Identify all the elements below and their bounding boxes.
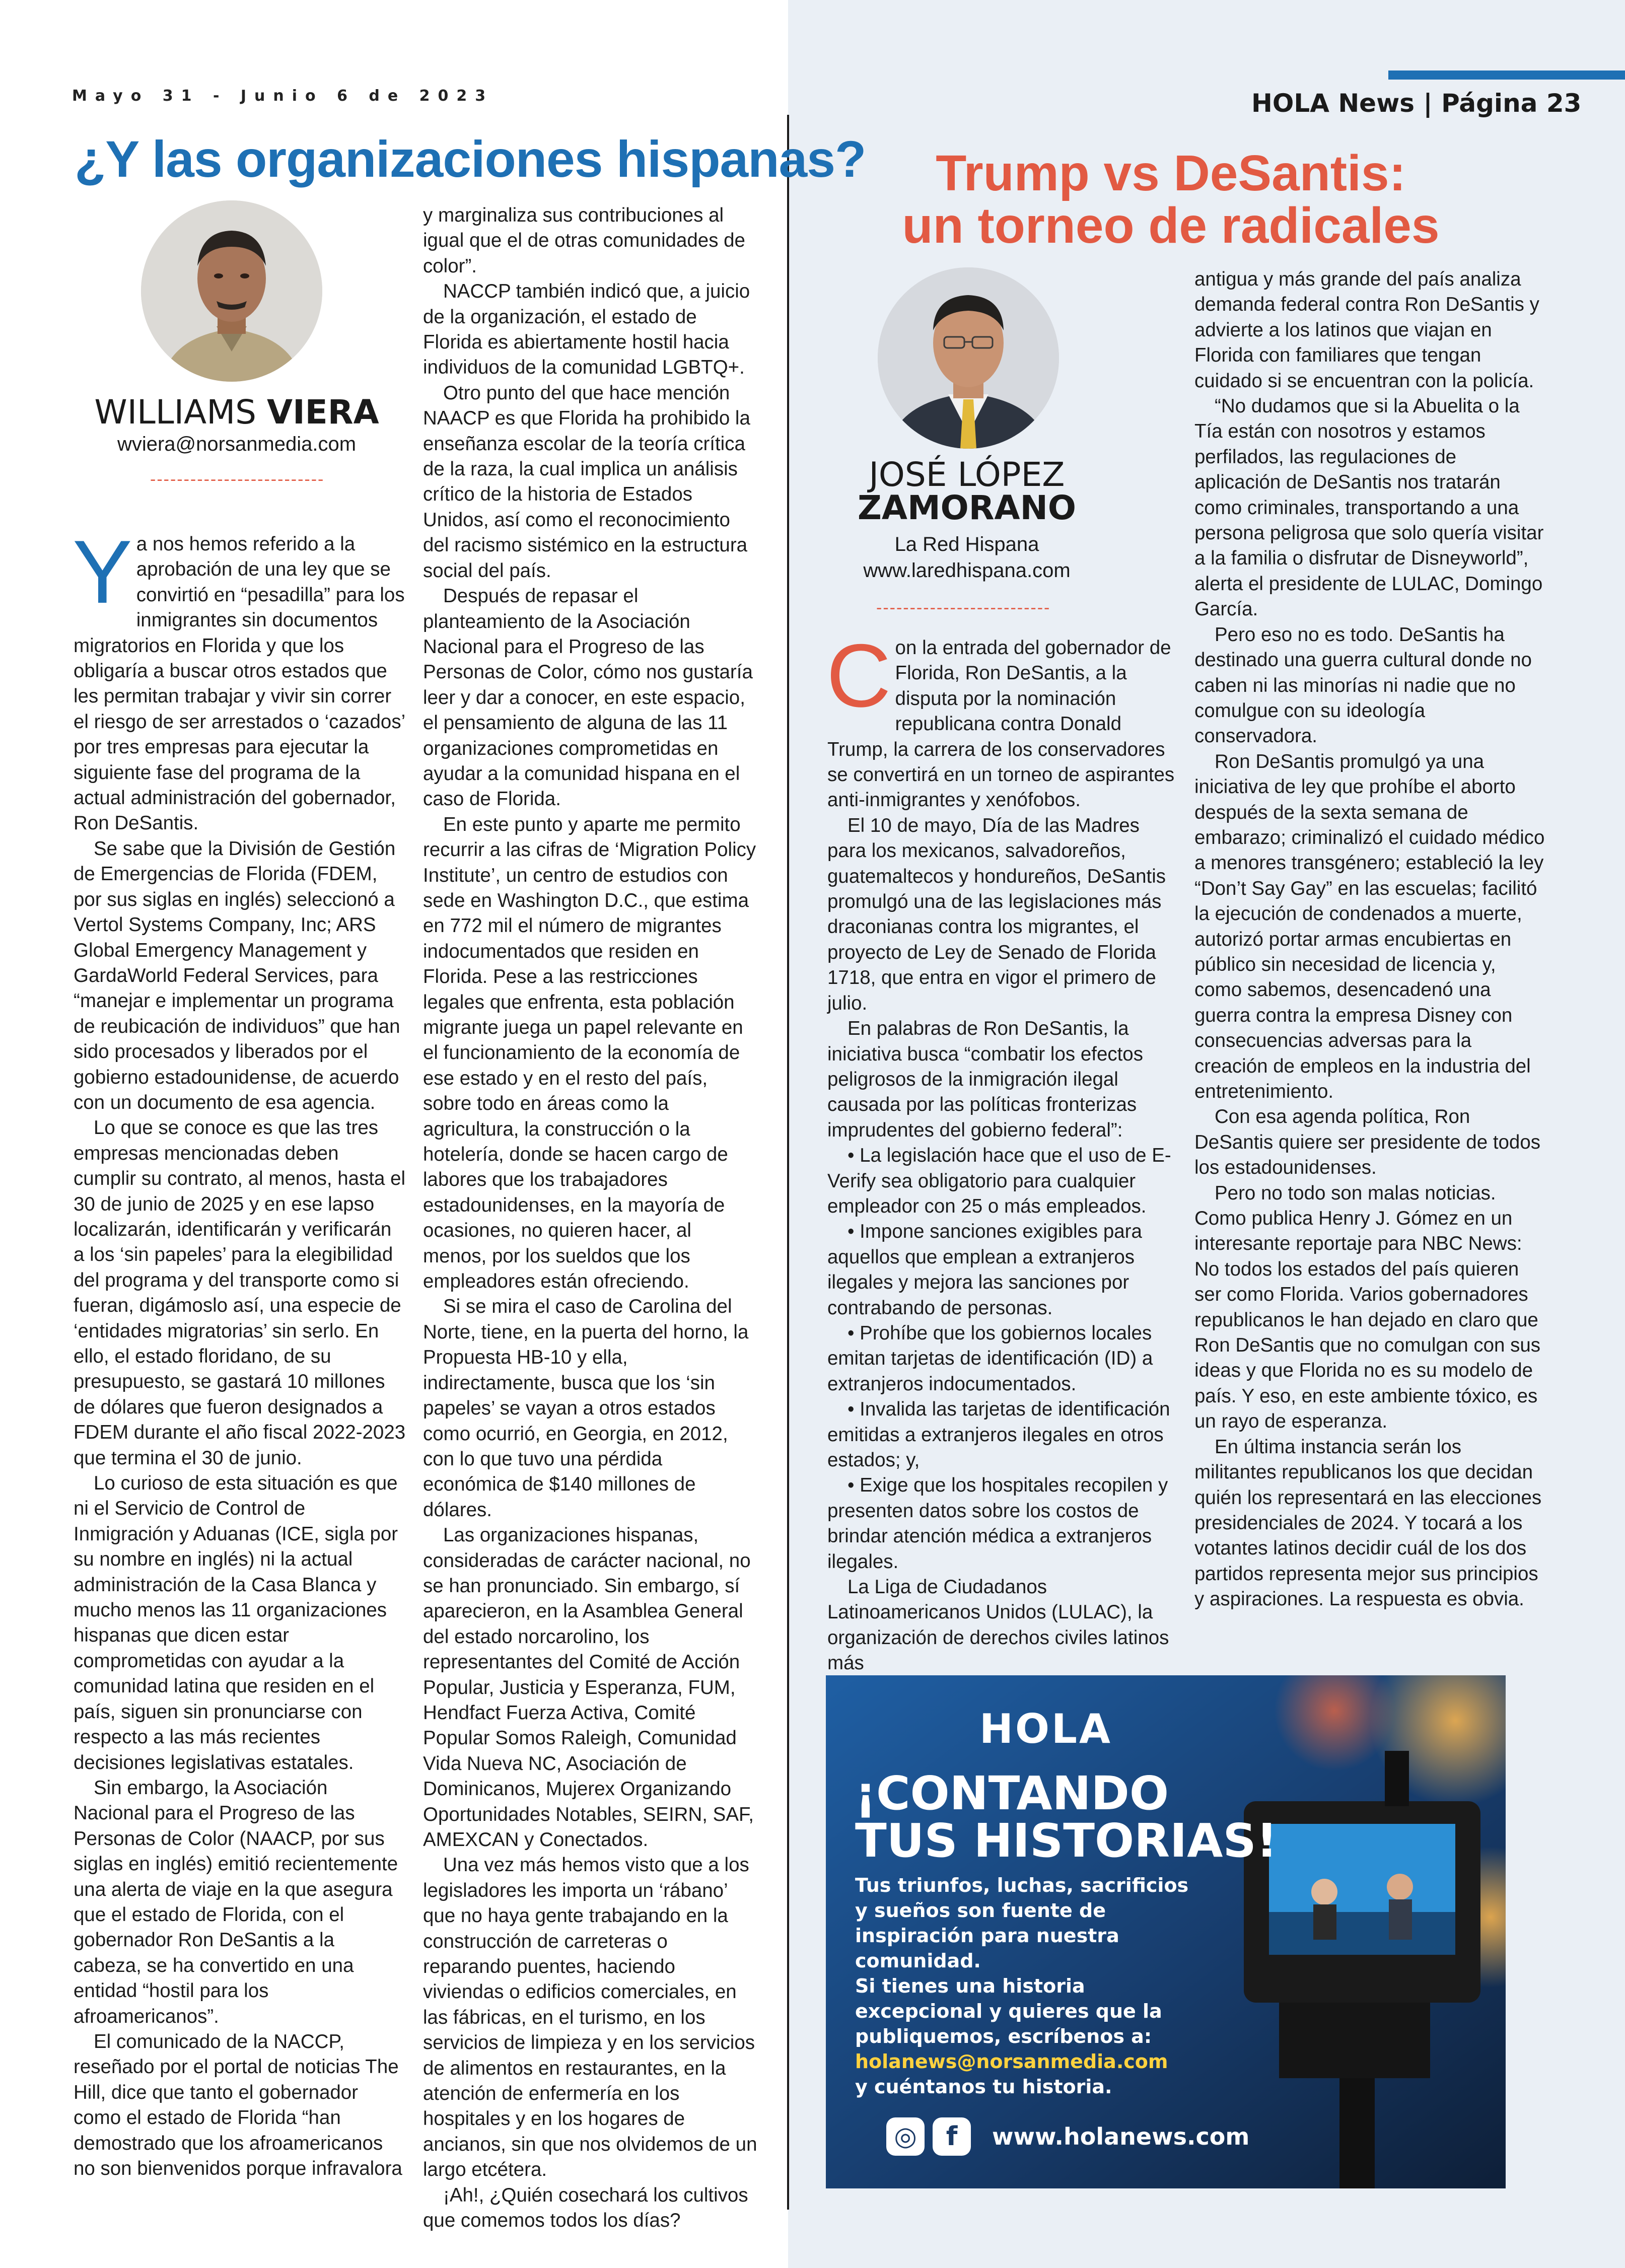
paragraph: ¡Ah!, ¿Quién cosechará los cultivos que comemos todos los días? (423, 2184, 748, 2232)
right-article-title (886, 147, 1455, 252)
author-email: wviera@norsanmedia.com (117, 433, 357, 455)
author-website: www.laredhispana.com (863, 559, 1071, 582)
paragraph: Las organizaciones hispanas, consideradas de carácter nacional, no se han pronunciado. Sin embargo, sí aparecieron, en la Asamblea General del estado norcarolino, los representantes del Comité de Acción Popular, Justicia y Esperanza, FUM, Hendfact Fuerza Activa, Comité Popular Somos Raleigh, Comunidad Vida Nueva NC, Asociación de Dominicanos, Mujerex Organizando Oportunidades Notables, SEIRN, SAF, AMEXCAN y Conectados. (423, 1524, 754, 1851)
paragraph: Ron DeSantis promulgó ya una iniciativa de ley que prohíbe el aborto después de la sexta semana de embarazo; criminalizó el cuidado médico a menores transgénero; estableció la ley “Don’t Say Gay” en las escuelas; facilitó la ejecución de condenados a muerte, autorizó portar armas encubiertas en público sin necesidad de licencia y, como sabemos, desencadenó una guerra contra la empresa Disney con consecuencias adversas para la creación de empleos en la industria del entretenimiento. (1194, 750, 1545, 1102)
issue-date: Mayo 31 - Junio 6 de 2023 (72, 87, 494, 105)
paragraph: y marginaliza sus contribuciones al igual que el de otras comunidades de color”. (423, 204, 745, 277)
paragraph: antigua y más grande del país analiza demanda federal contra Ron DeSantis y advierte a los latinos que viajan en Florida con familiares que tengan cuidado si se encuentran con la policía. (1194, 268, 1539, 392)
ad-body-text-2: Si tienes una historia excepcional y quieres que la publiquemos, escríbenos a: (855, 1975, 1162, 2047)
author-photo-jose-lopez-zamorano (878, 267, 1059, 449)
paragraph: “No dudamos que si la Abuelita o la Tía están con nosotros y estamos perfilados, las regulaciones de aplicación de DeSantis nos tratarán como criminales, transportando a una persona peligrosa que solo quería visitar a la familia o disfrutar de Disneyworld”, alerta el presidente de LULAC, Domingo García. (1194, 395, 1544, 620)
hola-logo: HOLA (979, 1706, 1112, 1752)
bullet-item: • La legislación hace que el uso de E-Verify sea obligatorio para cualquier empleador con 25 o más empleados. (827, 1145, 1171, 1217)
facebook-icon[interactable]: f (933, 2117, 971, 2156)
page-info: HOLA News | Página 23 (1251, 89, 1582, 118)
hola-news-advertisement[interactable] (826, 1675, 1506, 2188)
title-line-2: un torneo de radicales (902, 197, 1440, 254)
bullet-item: • Prohíbe que los gobiernos locales emitan tarjetas de identificación (ID) a extranjeros indocumentados. (827, 1322, 1153, 1395)
author-organization: La Red Hispana (894, 533, 1039, 555)
column-divider (787, 115, 789, 2210)
ad-headline-line-2: TUS HISTORIAS! (855, 1814, 1278, 1868)
ad-body-text-3: y cuéntanos tu historia. (855, 2076, 1112, 2098)
bullet-item: • Invalida las tarjetas de identificación emitidas a extranjeros ilegales en otros estados; y, (827, 1398, 1170, 1471)
paragraph: Sin embargo, la Asociación Nacional para el Progreso de las Personas de Color (NAACP, por sus siglas en inglés) emitió recientemente una alerta de viaje en la que asegura que el estado de Florida, con el gobernador Ron DeSantis a la cabeza, se ha convertido en una entidad “hostil para los afroamericanos”. (74, 1777, 398, 2027)
ad-website-link[interactable]: www.holanews.com (992, 2123, 1250, 2150)
author-divider: -------------------------- (876, 598, 1051, 617)
left-article-column-2 (423, 203, 758, 2234)
author-photo-williams-viera (141, 200, 322, 382)
left-article-title: ¿Y las organizaciones hispanas? (75, 130, 866, 188)
drop-cap: Y (73, 522, 132, 622)
ad-headline-line-1: ¡CONTANDO (855, 1766, 1169, 1820)
paragraph: Otro punto del que hace mención NAACP es que Florida ha prohibido la enseñanza escolar de la teoría crítica de la raza, la cual implica un análisis crítico de la historia de Estados Unidos, así como el reconocimiento del racismo sistémico en la estructura social del país. (423, 382, 750, 582)
author-divider: -------------------------- (150, 470, 325, 489)
paragraph: En este punto y aparte me permito recurrir a las cifras de ‘Migration Policy Institute’, un centro de estudios con sede en Washington D.C., que estima en 772 mil el número de migrantes indocumentados que residen en Florida. Pese a las restricciones legales que enfrenta, esta población migrante juega un papel relevante en el funcionamiento de la economía de ese estado y en el resto del país, sobre todo en áreas como la agricultura, la construcción o la hotelería, donde se hacen cargo de labores que los trabajadores estadounidenses, en la mayoría de ocasiones, no quieren hacer, al menos, por los sueldos que los empleadores están ofreciendo. (423, 813, 756, 1293)
title-line-1: Trump vs DeSantis: (936, 145, 1406, 201)
right-article-column-1 (826, 625, 1177, 1676)
ad-body-text-1: Tus triunfos, luchas, sacrificios y sueños son fuente de inspiración para nuestra comunidad. (855, 1874, 1189, 1972)
author-name-jose-lopez-zamorano (811, 455, 1123, 527)
paragraph: En palabras de Ron DeSantis, la iniciativa busca “combatir los efectos peligrosos de la inmigración ilegal causada por las políticas fronterizas imprudentes del gobierno federal”: (827, 1018, 1143, 1141)
author-name-williams-viera: WILLIAMS VIERA (94, 393, 379, 432)
left-article-column-1 (73, 522, 406, 2181)
drop-cap: C (826, 625, 891, 726)
paragraph: Con esa agenda política, Ron DeSantis quiere ser presidente de todos los estadounidenses. (1194, 1106, 1541, 1179)
right-article-column-2 (1194, 267, 1547, 1612)
author-name-line-1: JOSÉ LÓPEZ (869, 455, 1065, 494)
paragraph: El 10 de mayo, Día de las Madres para los mexicanos, salvadoreños, guatemaltecos y hondureños, DeSantis promulgó una de las legislaciones más draconianas contra los migrantes, el proyecto de Ley de Senado de Florida 1718, que entra en vigor el primero de julio. (827, 814, 1166, 1014)
ad-social-row (886, 2117, 1249, 2156)
paragraph: a nos hemos referido a la aprobación de una ley que se convirtió en “pesadilla” para los inmigrantes sin documentos migratorios en Florida y que los obligaría a buscar otros estados que les permitan trabajar y vivir sin correr el riesgo de ser arrestados o ‘cazados’ por tres empresas para ejecutar la siguiente fase del programa de la actual administración del gobernador, Ron DeSantis. (74, 533, 405, 834)
paragraph: Lo curioso de esta situación es que ni el Servicio de Control de Inmigración y Aduanas (ICE, sigla por su nombre en inglés) ni la actual administración de la Casa Blanca y mucho menos las 11 organizaciones hispanas que dicen estar comprometidas con ayudar a la comunidad latina que residen en el país, siguen sin pronunciarse con respecto a las más recientes decisiones legislativas estatales. (74, 1472, 398, 1774)
paragraph: Pero eso no es todo. DeSantis ha destinado una guerra cultural donde no caben ni las minorías ni nadie que no comulgue con su ideología conservadora. (1194, 623, 1532, 747)
ad-email-link[interactable]: holanews@norsanmedia.com (855, 2050, 1168, 2073)
paragraph: Una vez más hemos visto que a los legisladores les importa un ‘rábano’ que no haya gente trabajando en la construcción de carreteras o reparando puentes, haciendo viviendas o edificios comerciales, en las fábricas, en el turismo, en los servicios de limpieza y en los servicios de alimentos en restaurantes, en la atención de enfermería en los hospitales y en los hogares de ancianos, sin que nos olvidemos de un largo etcétera. (423, 1854, 757, 2181)
paragraph: Pero no todo son malas noticias. Como publica Henry J. Gómez en un interesante reportaje para NBC News: No todos los estados del país quieren ser como Florida. Varios gobernadores republicanos le han dejado en claro que Ron DeSantis que no comulgan con sus ideas y que Florida no es su modelo de país. Y eso, en este ambiente tóxico, es un rayo de esperanza. (1194, 1182, 1541, 1433)
bullet-item: • Exige que los hospitales recopilen y presenten datos sobre los costos de brindar atención médica a extranjeros ilegales. (827, 1474, 1168, 1573)
author-last-name: VIERA (267, 393, 379, 432)
paragraph: En última instancia serán los militantes republicanos los que decidan quién los representará en las elecciones presidenciales de 2024. Y tocará a los votantes latinos decidir cuál de los dos partidos representa mejor sus principios y aspiraciones. La respuesta es obvia. (1194, 1436, 1542, 1610)
paragraph: on la entrada del gobernador de Florida, Ron DeSantis, a la disputa por la nominación republicana contra Donald Trump, la carrera de los conservadores se convertirá en un torneo de aspirantes anti-inmigrantes y xenófobos. (827, 637, 1175, 811)
paragraph: Lo que se conoce es que las tres empresas mencionadas deben cumplir su contrato, al menos, hasta el 30 de junio de 2025 y en ese lapso localizarán, identificarán y verificarán a los ‘sin papeles’ para la elegibilidad del programa y del transporte como si fueran, digámoslo así, una especie de ‘entidades migratorias’ sin serlo. En ello, el estado floridano, de su presupuesto, se gastará 10 millones de dólares que fueron designados a FDEM durante el año fiscal 2022-2023 que termina el 30 de junio. (74, 1117, 406, 1469)
paragraph: Después de repasar el planteamiento de la Asociación Nacional para el Progreso de las Personas de Color, cómo nos gustaría leer y dar a conocer, en este espacio, el pensamiento de alguna de las 11 organizaciones comprometidas en ayudar a la comunidad hispana en el caso de Florida. (423, 585, 753, 810)
paragraph: El comunicado de la NACCP, reseñado por el portal de noticias The Hill, dice que tanto el gobernador como el estado de Florida “han demostrado que los afroamericanos no son bienvenidos porque infravalora (74, 2030, 402, 2179)
paragraph: Si se mira el caso de Carolina del Norte, tiene, en la puerta del horno, la Propuesta HB-10 y ella, indirectamente, busca que los ‘sin papeles’ se vayan a otros estados como ocurrió, en Georgia, en 2012, con lo que tuvo una pérdida económica de $140 millones de dólares. (423, 1296, 749, 1521)
ad-body (855, 1873, 1208, 2099)
paragraph: Se sabe que la División de Gestión de Emergencias de Florida (FDEM, por sus siglas en inglés) seleccionó a Vertol Systems Company, Inc; ARS Global Emergency Management y GardaWorld Federal Services, para “manejar e implementar un programa de reubicación de individuos” que han sido procesados y liberados por el gobierno estadounidense, de acuerdo con un documento de esa agencia. (74, 837, 400, 1113)
author-name-line-2: ZAMORANO (858, 488, 1076, 527)
instagram-icon[interactable]: ◎ (886, 2117, 925, 2156)
paragraph: La Liga de Ciudadanos Latinoamericanos Unidos (LULAC), la organización de derechos civiles latinos más (827, 1576, 1169, 1674)
header-accent-bar (1388, 70, 1625, 80)
author-info (811, 531, 1123, 584)
bullet-item: • Impone sanciones exigibles para aquellos que emplean a extranjeros ilegales y mejora las sanciones por contrabando de personas. (827, 1221, 1142, 1319)
ad-headline (855, 1766, 1278, 1868)
paragraph: NACCP también indicó que, a juicio de la organización, el estado de Florida es abiertamente hostil hacia individuos de la comunidad LGBTQ+. (423, 280, 750, 379)
